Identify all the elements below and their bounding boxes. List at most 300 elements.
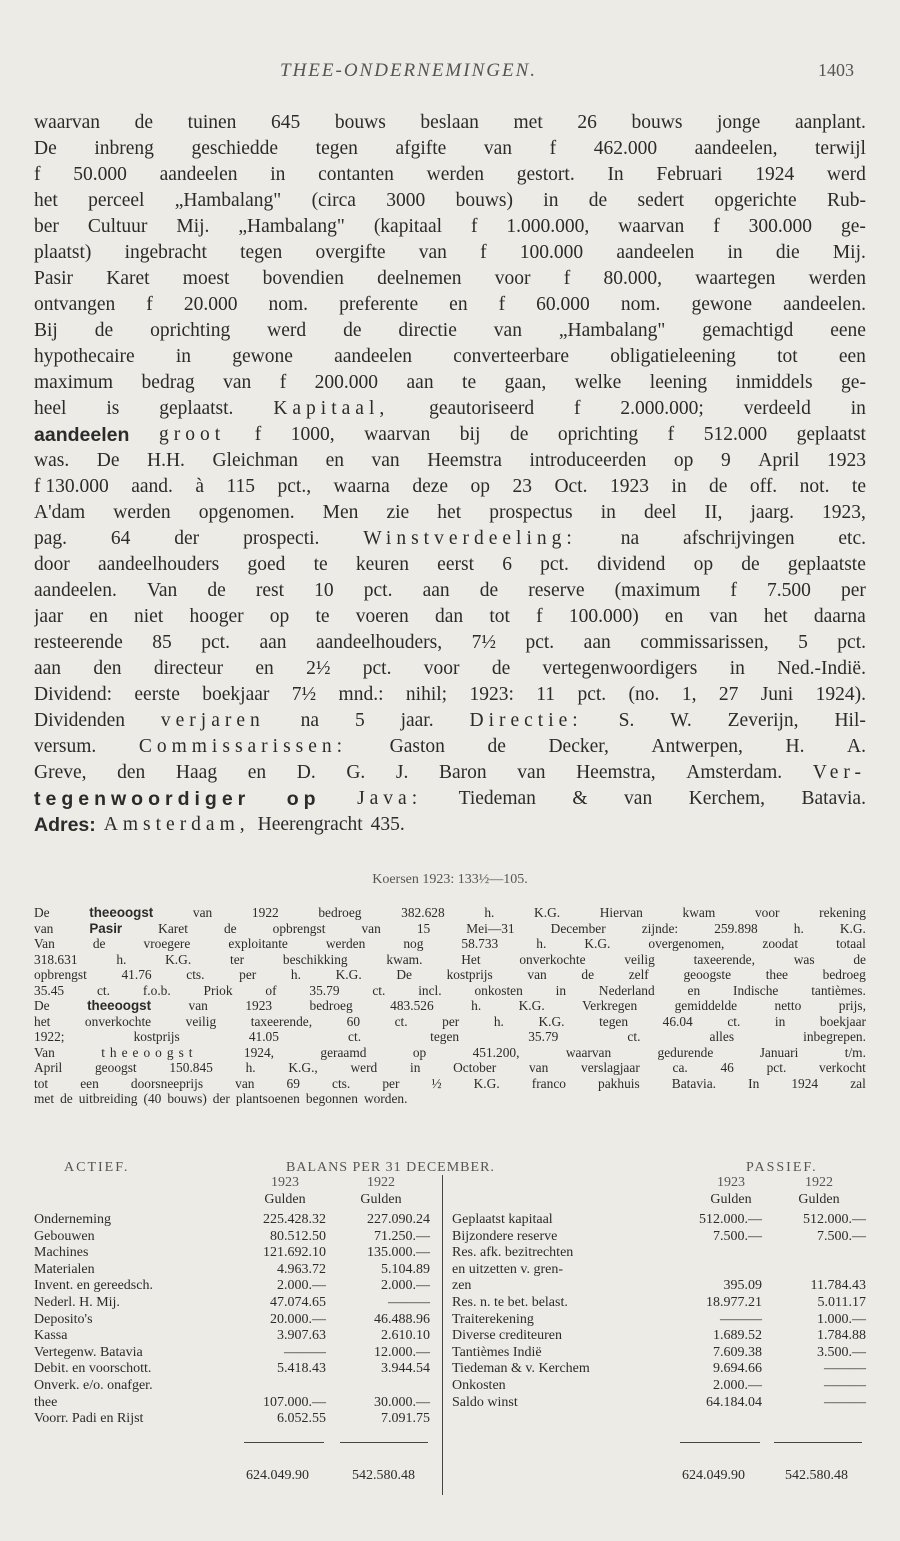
- word: Karet: [158, 920, 188, 936]
- word: Directie:: [469, 710, 583, 731]
- word: kostprijs: [133, 1029, 180, 1044]
- word: in: [774, 1013, 786, 1029]
- word: II,: [704, 502, 723, 523]
- main-text-block: [34, 110, 866, 838]
- word: 382.628: [401, 905, 445, 920]
- asset-label: Machines: [34, 1245, 89, 1261]
- word: K.G.: [534, 905, 561, 920]
- word: 50.000: [73, 164, 127, 185]
- currency-1923-liabilities: Gulden: [710, 1192, 752, 1207]
- total-liabilities-1922: 542.580.48: [785, 1468, 848, 1483]
- word: den: [117, 762, 146, 783]
- word: waarvan: [364, 424, 431, 445]
- word: werden: [426, 164, 485, 185]
- word: Van: [34, 936, 55, 951]
- word: werd: [267, 320, 307, 341]
- asset-v1922: 30.000.—: [374, 1394, 430, 1410]
- word: gewone: [232, 346, 293, 367]
- balance-sheet: [34, 1160, 866, 1480]
- word: 35.45: [34, 982, 65, 998]
- text-line: [34, 1091, 866, 1107]
- word: Decker,: [548, 736, 609, 757]
- word: werd: [826, 164, 866, 185]
- word: de: [581, 967, 595, 982]
- word: h.: [245, 1060, 256, 1075]
- text-line: [34, 786, 866, 812]
- word: 41.05: [248, 1029, 279, 1044]
- liability-v1923: 395.09: [723, 1278, 762, 1294]
- word: het: [763, 606, 788, 627]
- word: te: [313, 554, 328, 575]
- word: kwam: [682, 905, 716, 920]
- word: was: [793, 951, 815, 967]
- word: sedert: [637, 190, 685, 211]
- text-line: [34, 936, 866, 952]
- word: pct.: [766, 1060, 787, 1075]
- word: perceel: [88, 190, 145, 211]
- word: pct.: [525, 632, 555, 653]
- word: per: [239, 967, 257, 982]
- liability-label: Traiterekening: [452, 1311, 534, 1327]
- word: van: [624, 788, 653, 809]
- word: van: [361, 920, 381, 936]
- word: 23: [512, 476, 532, 497]
- asset-v1922: 12.000.—: [374, 1344, 430, 1360]
- word: aandeelhouders: [97, 554, 220, 575]
- word: K.G.: [584, 936, 611, 951]
- word: vertegenwoordigers: [542, 658, 698, 679]
- word: jaar: [34, 606, 64, 627]
- word: April: [758, 450, 800, 471]
- word: van: [192, 905, 213, 920]
- word: taxeerende,: [693, 951, 755, 967]
- word: 1922;: [34, 1029, 65, 1044]
- word: 1923,: [822, 502, 866, 523]
- word: zoodat: [762, 936, 799, 951]
- word: de: [588, 190, 608, 211]
- word: 451.200,: [472, 1044, 520, 1060]
- column-divider: [442, 1175, 443, 1495]
- word: goed: [247, 554, 286, 575]
- word: 58.733: [461, 936, 499, 951]
- word: in: [555, 982, 567, 998]
- word: de: [92, 936, 106, 951]
- word: 46.04: [662, 1013, 693, 1029]
- word: f: [730, 580, 737, 601]
- word: h.: [493, 1013, 504, 1029]
- word: opgerichte: [714, 190, 797, 211]
- word: J.: [395, 762, 409, 783]
- word: Dividenden: [34, 710, 125, 731]
- word: Antwerpen,: [651, 736, 743, 757]
- asset-v1923: 3.907.63: [277, 1328, 326, 1344]
- word: tegen: [599, 1013, 629, 1029]
- word: en: [89, 606, 108, 627]
- liability-v1923: 7.609.38: [713, 1344, 762, 1360]
- word: Oct.: [554, 476, 588, 497]
- word: de: [479, 580, 499, 601]
- word: geoogste: [683, 967, 732, 982]
- word: in: [543, 190, 559, 211]
- word: op: [269, 606, 290, 627]
- asset-v1922: 7.091.75: [381, 1411, 430, 1427]
- word: de: [741, 554, 760, 575]
- word: H.: [785, 736, 805, 757]
- word: opbrengst: [272, 920, 326, 936]
- word: bedroeg: [822, 967, 866, 982]
- word: (kapitaal: [373, 216, 443, 237]
- word: verslagjaar: [581, 1060, 640, 1075]
- word: 80.000,: [603, 268, 662, 289]
- liability-v1923: 1.689.52: [713, 1328, 762, 1344]
- word: Verkregen: [582, 998, 638, 1013]
- word: Pasir: [34, 268, 73, 289]
- text-line: [34, 292, 866, 318]
- word: tot: [34, 1075, 49, 1091]
- word: reserve: [528, 580, 585, 601]
- word: van: [483, 138, 513, 159]
- word: was.: [34, 450, 70, 471]
- word: 100.000: [519, 242, 584, 263]
- word: pct.: [577, 684, 607, 705]
- word: bouws: [334, 112, 386, 133]
- word: nihil;: [405, 684, 448, 705]
- word: Nederland: [598, 982, 655, 998]
- word: aandeelen.: [34, 580, 117, 601]
- word: Amsterdam,: [103, 814, 250, 835]
- word: f 130.000: [34, 476, 109, 497]
- text-line: [34, 905, 866, 921]
- word: 7½: [291, 684, 317, 705]
- word: 1923: [245, 998, 273, 1013]
- word: aandeelen: [159, 164, 238, 185]
- text-line: [34, 1045, 866, 1061]
- word: &: [572, 788, 588, 809]
- word: en: [325, 450, 344, 471]
- text-line: [34, 760, 866, 786]
- word: de: [491, 658, 511, 679]
- word: Commissarissen:: [138, 736, 348, 757]
- word: Karet: [106, 268, 150, 289]
- word: jonge: [717, 112, 761, 133]
- word: aan: [406, 372, 434, 393]
- word: nom.: [620, 294, 661, 315]
- text-line: [34, 812, 866, 838]
- word: ct.: [627, 1029, 641, 1044]
- word: 20.000: [183, 294, 238, 315]
- text-line: [34, 162, 866, 188]
- text-line: [34, 448, 866, 474]
- word: van: [517, 762, 546, 783]
- word: 435.: [370, 814, 405, 835]
- word: tot: [489, 606, 510, 627]
- word: 7.500: [766, 580, 811, 601]
- word: prijs,: [838, 998, 866, 1013]
- word: not.: [799, 476, 830, 497]
- text-line: [34, 318, 866, 344]
- word: welke: [574, 372, 622, 393]
- word: 1923:: [469, 684, 514, 705]
- word: Men: [322, 502, 359, 523]
- word: exploitante: [228, 936, 288, 951]
- word: geoogst: [94, 1060, 137, 1075]
- word: K.G.: [335, 967, 362, 982]
- word: onverkochte: [84, 1013, 152, 1029]
- word: 645: [271, 112, 301, 133]
- word: 64: [110, 528, 131, 549]
- word: (circa: [311, 190, 356, 211]
- word: 1.000.000,: [506, 216, 590, 237]
- word: Batavia.: [801, 788, 866, 809]
- word: Juni: [760, 684, 794, 705]
- word: directeur: [153, 658, 224, 679]
- word: leening: [649, 372, 708, 393]
- word: mnd.:: [338, 684, 384, 705]
- word: de: [223, 920, 237, 936]
- word: onverkochte: [519, 951, 586, 967]
- word: (no.: [628, 684, 660, 705]
- word: 5: [354, 710, 365, 731]
- word: die: [775, 242, 800, 263]
- word: tot: [777, 346, 798, 367]
- word: versum.: [34, 736, 97, 757]
- text-line: [34, 266, 866, 292]
- word: h.: [290, 967, 301, 982]
- word: 200.000: [314, 372, 379, 393]
- asset-v1923: 225.428.32: [263, 1212, 326, 1227]
- liability-v1922: 11.784.43: [810, 1278, 866, 1294]
- word: f: [480, 242, 487, 263]
- word: in: [270, 164, 286, 185]
- word: Februari: [656, 164, 723, 185]
- word: waarvan: [565, 1044, 612, 1060]
- word: bij: [459, 424, 481, 445]
- word: aandeelhouders,: [315, 632, 443, 653]
- word: Ned.-Indië.: [777, 658, 866, 679]
- word: obligatieleening: [610, 346, 736, 367]
- word: gewone: [691, 294, 753, 315]
- word: boekjaar: [202, 684, 270, 705]
- word: 1924: [755, 164, 795, 185]
- word: K.G.,: [288, 1060, 318, 1075]
- asset-v1922: 135.000.—: [367, 1245, 430, 1261]
- word: prospecti.: [243, 528, 320, 549]
- liability-v1922: 1.784.88: [817, 1328, 866, 1344]
- word: eene: [830, 320, 866, 341]
- word: f: [667, 424, 675, 445]
- word: In: [748, 1075, 760, 1091]
- word: van: [418, 242, 447, 263]
- word: ct.: [372, 982, 386, 998]
- word: commissarissen,: [640, 632, 769, 653]
- word: pct.: [363, 580, 393, 601]
- text-line: [34, 500, 866, 526]
- word: gemiddelde: [674, 998, 738, 1013]
- word: 46: [720, 1060, 734, 1075]
- word: April: [34, 1060, 63, 1075]
- word: der: [212, 1091, 230, 1106]
- word: eerste: [134, 684, 180, 705]
- word: Kerchem,: [688, 788, 766, 809]
- text-line: [34, 1014, 866, 1030]
- word: 1000,: [290, 424, 335, 445]
- text-line: [34, 552, 866, 578]
- word: eerst: [437, 554, 474, 575]
- word: keuren: [355, 554, 409, 575]
- word: etc.: [838, 528, 866, 549]
- running-title: THEE-ONDERNEMINGEN.: [280, 60, 538, 81]
- word: zal: [850, 1075, 866, 1091]
- word: niet: [134, 606, 164, 627]
- word: beschikking: [282, 951, 348, 967]
- word: f: [34, 164, 41, 185]
- word: K.G.: [518, 998, 545, 1013]
- total-rule: [244, 1442, 324, 1443]
- word: Gaston: [389, 736, 445, 757]
- word: 3000: [386, 190, 426, 211]
- text-line: [34, 682, 866, 708]
- asset-label: Onverk. e/o. onafger.: [34, 1378, 153, 1393]
- text-line: [34, 983, 866, 999]
- word: Pasir: [89, 920, 123, 936]
- word: beslaan: [420, 112, 479, 133]
- word: de: [343, 320, 362, 341]
- word: per: [442, 1013, 460, 1029]
- word: in: [409, 1060, 421, 1075]
- liability-v1923: 9.694.66: [713, 1361, 762, 1377]
- liability-v1922: ———: [824, 1394, 866, 1410]
- word: G.: [346, 762, 366, 783]
- word: 11: [536, 684, 556, 705]
- word: Tiedeman: [458, 788, 536, 809]
- word: aandeelen: [616, 242, 695, 263]
- word: ter: [229, 951, 245, 967]
- asset-v1923: 4.963.72: [277, 1261, 326, 1277]
- word: h.: [116, 951, 127, 967]
- word: Cultuur: [87, 216, 148, 237]
- total-liabilities-1923: 624.049.90: [682, 1468, 745, 1483]
- word: 1924: [791, 1075, 819, 1091]
- asset-v1923: 107.000.—: [263, 1394, 326, 1410]
- word: 9: [720, 450, 731, 471]
- asset-v1922: 2.610.10: [381, 1328, 430, 1344]
- word: Heemstra,: [576, 762, 656, 783]
- word: veilig: [624, 951, 655, 967]
- asset-label: thee: [34, 1394, 58, 1410]
- word: Adres:: [34, 814, 96, 836]
- text-line: [34, 630, 866, 656]
- text-line: [34, 370, 866, 396]
- word: K.G.: [538, 1013, 565, 1029]
- word: 512.000: [703, 424, 768, 445]
- word: gestort.: [516, 164, 575, 185]
- word: veilig: [185, 1013, 217, 1029]
- word: aan: [34, 658, 62, 679]
- liability-v1923: ———: [720, 1311, 762, 1327]
- word: Januari: [759, 1044, 799, 1060]
- word: te: [851, 476, 866, 497]
- word: overgifte: [315, 242, 386, 263]
- word: worden.: [363, 1091, 408, 1106]
- liability-v1923: 64.184.04: [706, 1394, 762, 1410]
- asset-v1922: 5.104.89: [381, 1261, 430, 1277]
- word: aanplant.: [794, 112, 866, 133]
- word: afgifte: [395, 138, 447, 159]
- word: te: [315, 606, 330, 627]
- word: Ver-: [812, 762, 866, 783]
- word: 10: [314, 580, 334, 601]
- asset-v1922: ———: [388, 1295, 430, 1310]
- word: 26: [577, 112, 597, 133]
- word: de: [134, 112, 154, 133]
- word: heel: [34, 398, 67, 419]
- currency-1922-assets: Gulden: [360, 1192, 402, 1207]
- word: rest: [255, 580, 285, 601]
- word: vroegere: [143, 936, 191, 951]
- word: 2.000.000;: [620, 398, 704, 419]
- word: op: [673, 450, 694, 471]
- word: der: [174, 528, 200, 549]
- asset-v1922: 2.000.—: [381, 1278, 430, 1294]
- word: 1924).: [815, 684, 866, 705]
- word: tegenwoordiger: [34, 788, 251, 810]
- word: geplaatst: [796, 424, 866, 445]
- word: de: [853, 951, 866, 967]
- word: 1923: [826, 450, 866, 471]
- word: De: [34, 998, 50, 1013]
- word: directie: [398, 320, 457, 341]
- word: Amsterdam.: [686, 762, 783, 783]
- word: preferente: [339, 294, 419, 315]
- liability-label: Saldo winst: [452, 1394, 518, 1410]
- word: gaan,: [504, 372, 547, 393]
- koersen-line: Koersen 1923: 133½—105.: [372, 872, 528, 887]
- word: f.o.b.: [142, 982, 171, 998]
- word: tegen: [240, 242, 283, 263]
- word: bovendien: [262, 268, 344, 289]
- word: 1,: [681, 684, 697, 705]
- word: h.: [471, 998, 482, 1013]
- page-header: [0, 60, 900, 90]
- word: Mei—31: [466, 920, 515, 936]
- asset-v1923: ———: [284, 1344, 326, 1360]
- word: Rub-: [826, 190, 866, 211]
- word: kostprijs: [446, 967, 493, 982]
- word: pakhuis: [598, 1075, 640, 1091]
- asset-v1923: 121.692.10: [263, 1245, 326, 1261]
- word: gemachtigd: [702, 320, 794, 341]
- word: het: [34, 190, 58, 211]
- word: 462.000: [593, 138, 658, 159]
- currency-1923-assets: Gulden: [264, 1192, 306, 1207]
- word: Priok: [203, 982, 233, 998]
- word: in: [175, 346, 192, 367]
- word: werden: [808, 268, 866, 289]
- word: pct.: [540, 554, 569, 575]
- word: Heerengracht: [257, 814, 363, 835]
- word: ½: [431, 1075, 442, 1091]
- word: boekjaar: [819, 1013, 866, 1029]
- word: ct.: [96, 982, 110, 998]
- word: van: [709, 606, 738, 627]
- word: 6: [502, 554, 512, 575]
- word: „Hambalang": [238, 216, 345, 237]
- word: alles: [709, 1029, 735, 1044]
- word: aandeelen: [34, 424, 130, 446]
- word: theeoogst: [87, 998, 152, 1013]
- asset-label: Debit. en voorschott.: [34, 1361, 152, 1377]
- word: doorsneeprijs: [130, 1075, 204, 1091]
